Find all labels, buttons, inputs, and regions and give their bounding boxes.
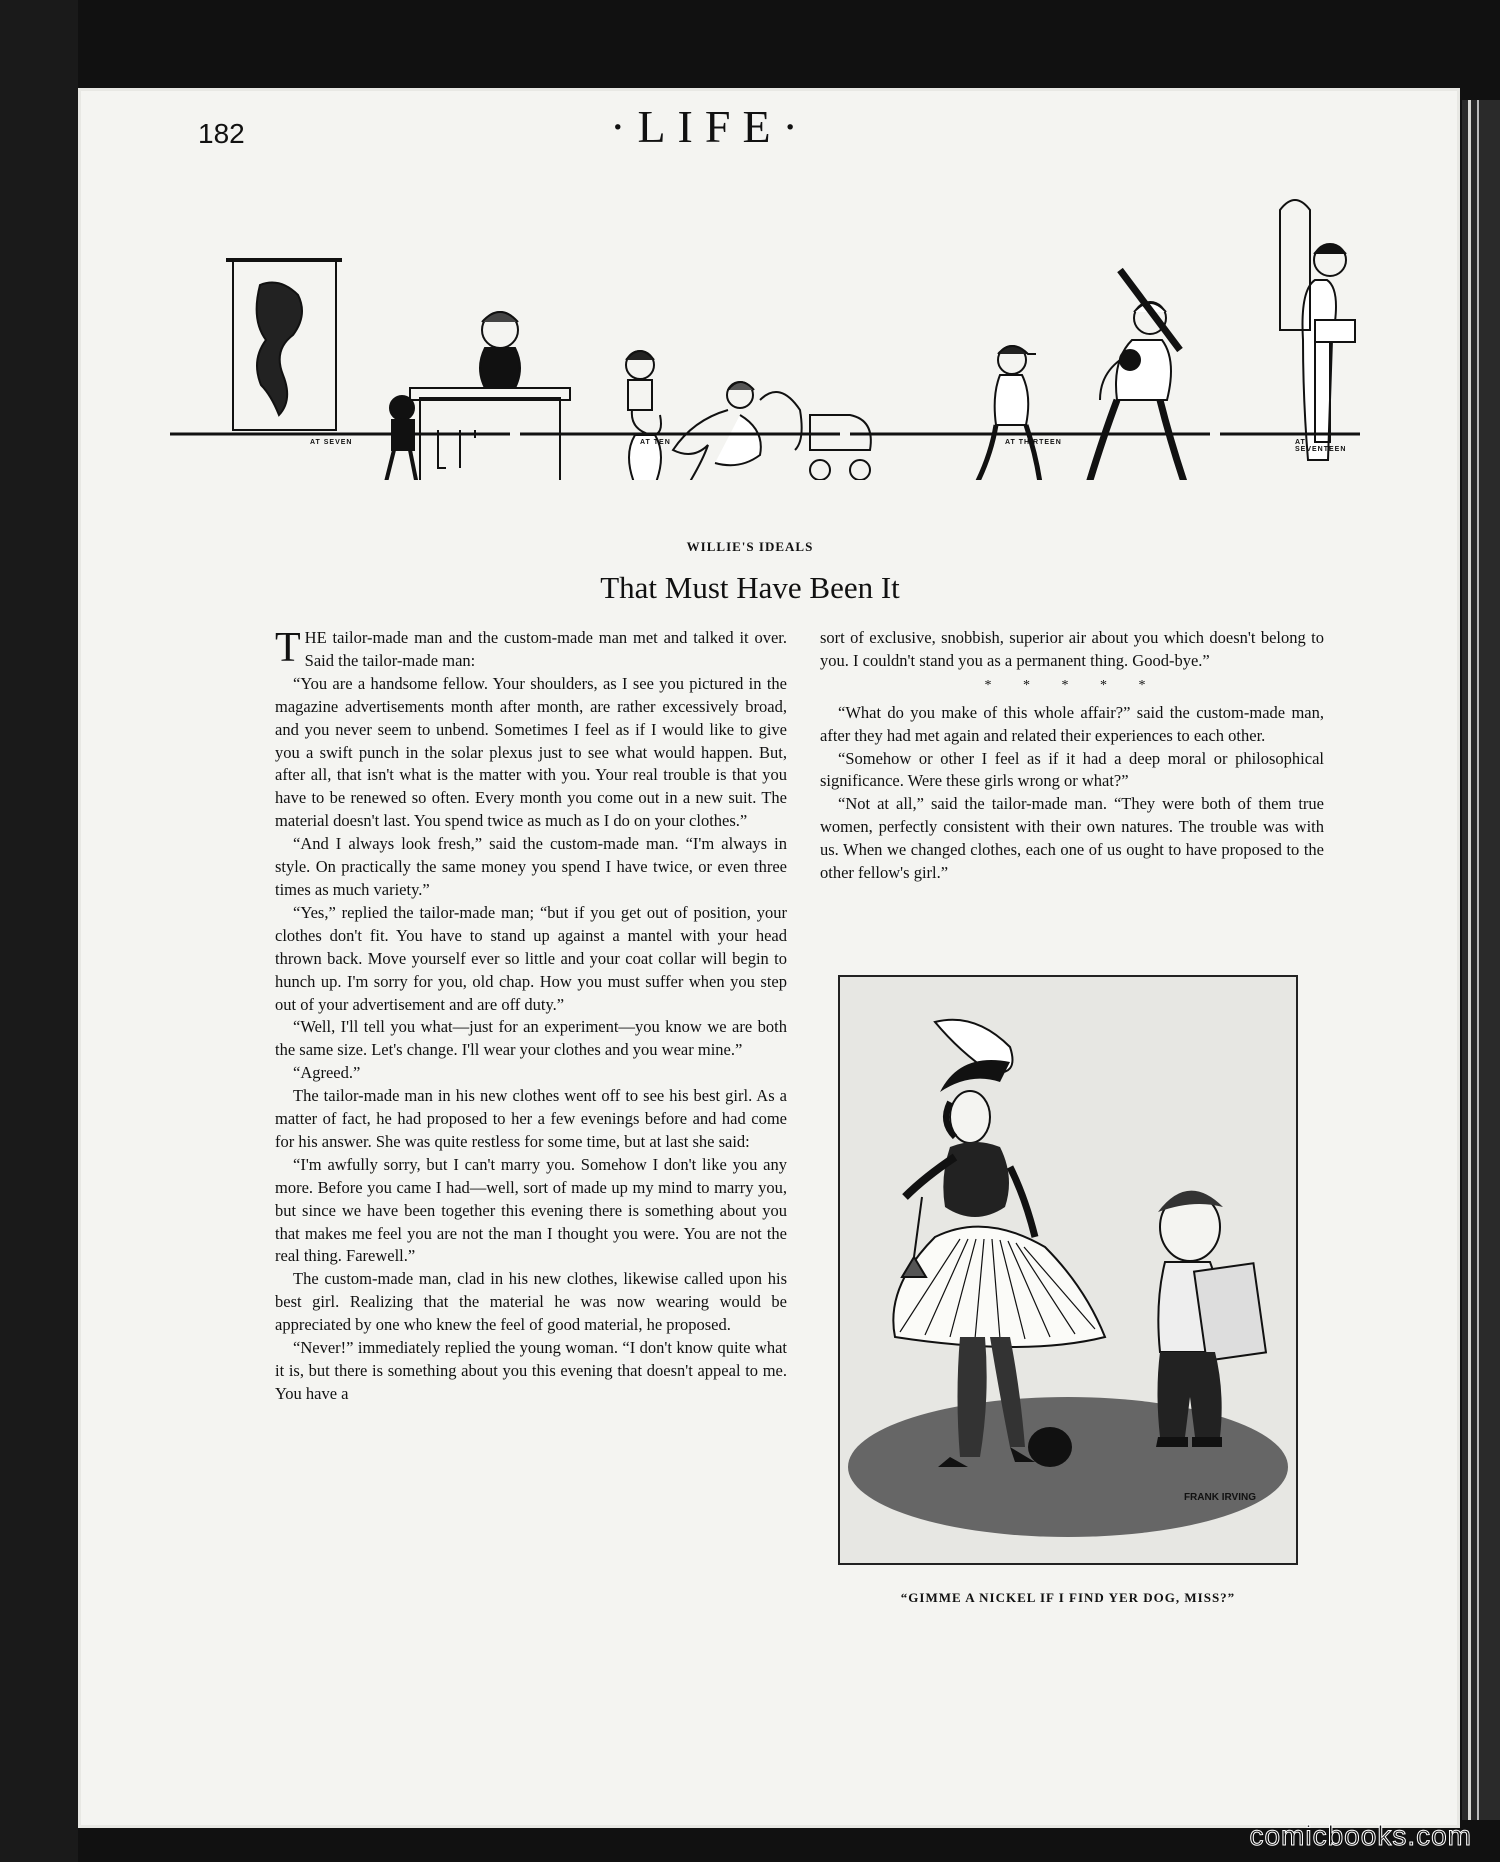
masthead-title: ·LIFE· [610, 101, 810, 152]
book-binding-left [0, 0, 78, 1862]
comic-strip [120, 150, 1360, 480]
panel-seventeen-drawing [1280, 200, 1355, 460]
panel-thirteen-drawing [968, 270, 1185, 480]
panel-seven-drawing [222, 260, 570, 480]
article-title: That Must Have Been It [600, 570, 900, 605]
article-paragraph: “Never!” immediately replied the young woman. “I don't know quite what it is, but there is something about you this evening that doesn't appeal to me. You have a [275, 1338, 787, 1403]
panel-label-ten: AT TEN [640, 439, 671, 446]
article-paragraph: The custom-made man, clad in his new clothes, likewise called upon his best girl. Realizing that the material he was now wearing would be appreciated by one who knew the feel of good material, he proposed. [275, 1269, 787, 1335]
strip-caption: WILLIE'S IDEALS [686, 539, 814, 554]
cartoon-illustration [838, 975, 1298, 1565]
panel-label-seventeen: AT SEVENTEEN [1295, 439, 1347, 453]
article-paragraph: “And I always look fresh,” said the custom-made man. “I'm always in style. On practically the same money you spend I have twice, or even three times as much variety.” [275, 834, 787, 899]
article-paragraph: “Somehow or other I feel as if it had a deep moral or philosophical significance. Were these girls wrong or what?” [820, 748, 1324, 791]
cartoon-drawing [840, 977, 1296, 1563]
panel-label-thirteen: AT THIRTEEN [1005, 439, 1062, 446]
watermark: comicbooks.com [1249, 1820, 1472, 1851]
article-paragraph: sort of exclusive, snobbish, superior air about you which doesn't belong to you. I couldn't stand you as a permanent thing. Good-bye.” [820, 628, 1324, 670]
article-left-column [275, 627, 787, 1406]
artist-signature: FRANK IRVING [1183, 1492, 1256, 1503]
panel-ten-drawing [626, 351, 871, 480]
drop-cap: T [275, 625, 301, 671]
article-paragraph: “Agreed.” [293, 1063, 361, 1083]
panel-label-seven: AT SEVEN [310, 439, 353, 446]
section-separator: * * * * * [984, 677, 1160, 693]
article-paragraph: “You are a handsome fellow. Your shoulders, as I see you pictured in the magazine advertisements month after month, are rather excessively broad, and you never seem to unbend. Sometimes I feel as if I would like to give you a swift punch in the solar plexus just to see what would happen. But, after all, that isn't what is the matter with you. Your real trouble is that you have to be renewed so often. Every month you come out in a new suit. The material doesn't last. You spend twice as much as I do on your clothes.” [275, 673, 787, 831]
article-paragraph: “Not at all,” said the tailor-made man. “They were both of them true women, perfectly consistent with their own natures. The trouble was with us. When we changed clothes, each one of us ought to have proposed to the other fellow's girl.” [820, 794, 1324, 883]
article-paragraph: “Yes,” replied the tailor-made man; “but if you get out of position, your clothes don't fit. You have to stand up against a mantel with your head thrown back. Move yourself ever so little and your coat collar will begin to hunch up. I'm sorry for you, old chap. How you must suffer when you step out of your advertisement and are off duty.” [275, 902, 787, 1014]
comic-strip-drawing [120, 150, 1360, 480]
illustration-caption: “GIMME A NICKEL IF I FIND YER DOG, MISS?” [900, 1590, 1236, 1605]
article-paragraph: The tailor-made man in his new clothes went off to see his best girl. As a matter of fact, he had proposed to her a few evenings before and had come for his answer. She was quite restless for some time, but at last she said: [275, 1086, 787, 1151]
page-number: 182 [198, 118, 245, 149]
article-paragraph: “I'm awfully sorry, but I can't marry you. Somehow I don't like you any more. Before you came I had—well, sort of made up my mind to marry you, but since we have been together this evening there is something about you that makes me feel you are not the man I thought you were. You are not the real thing. Farewell.” [275, 1154, 787, 1266]
article-paragraph: “Well, I'll tell you what—just for an experiment—you know we are both the same size. Let's change. I'll wear your clothes and you wear mine.” [275, 1017, 787, 1060]
article-paragraph: “What do you make of this whole affair?” said the custom-made man, after they had met again and related their experiences to each other. [820, 702, 1324, 745]
article-paragraph: THE tailor-made man and the custom-made man met and talked it over. Said the tailor-made man: [275, 625, 787, 671]
page-edge-right [1462, 100, 1500, 1820]
article-right-column [820, 627, 1324, 885]
